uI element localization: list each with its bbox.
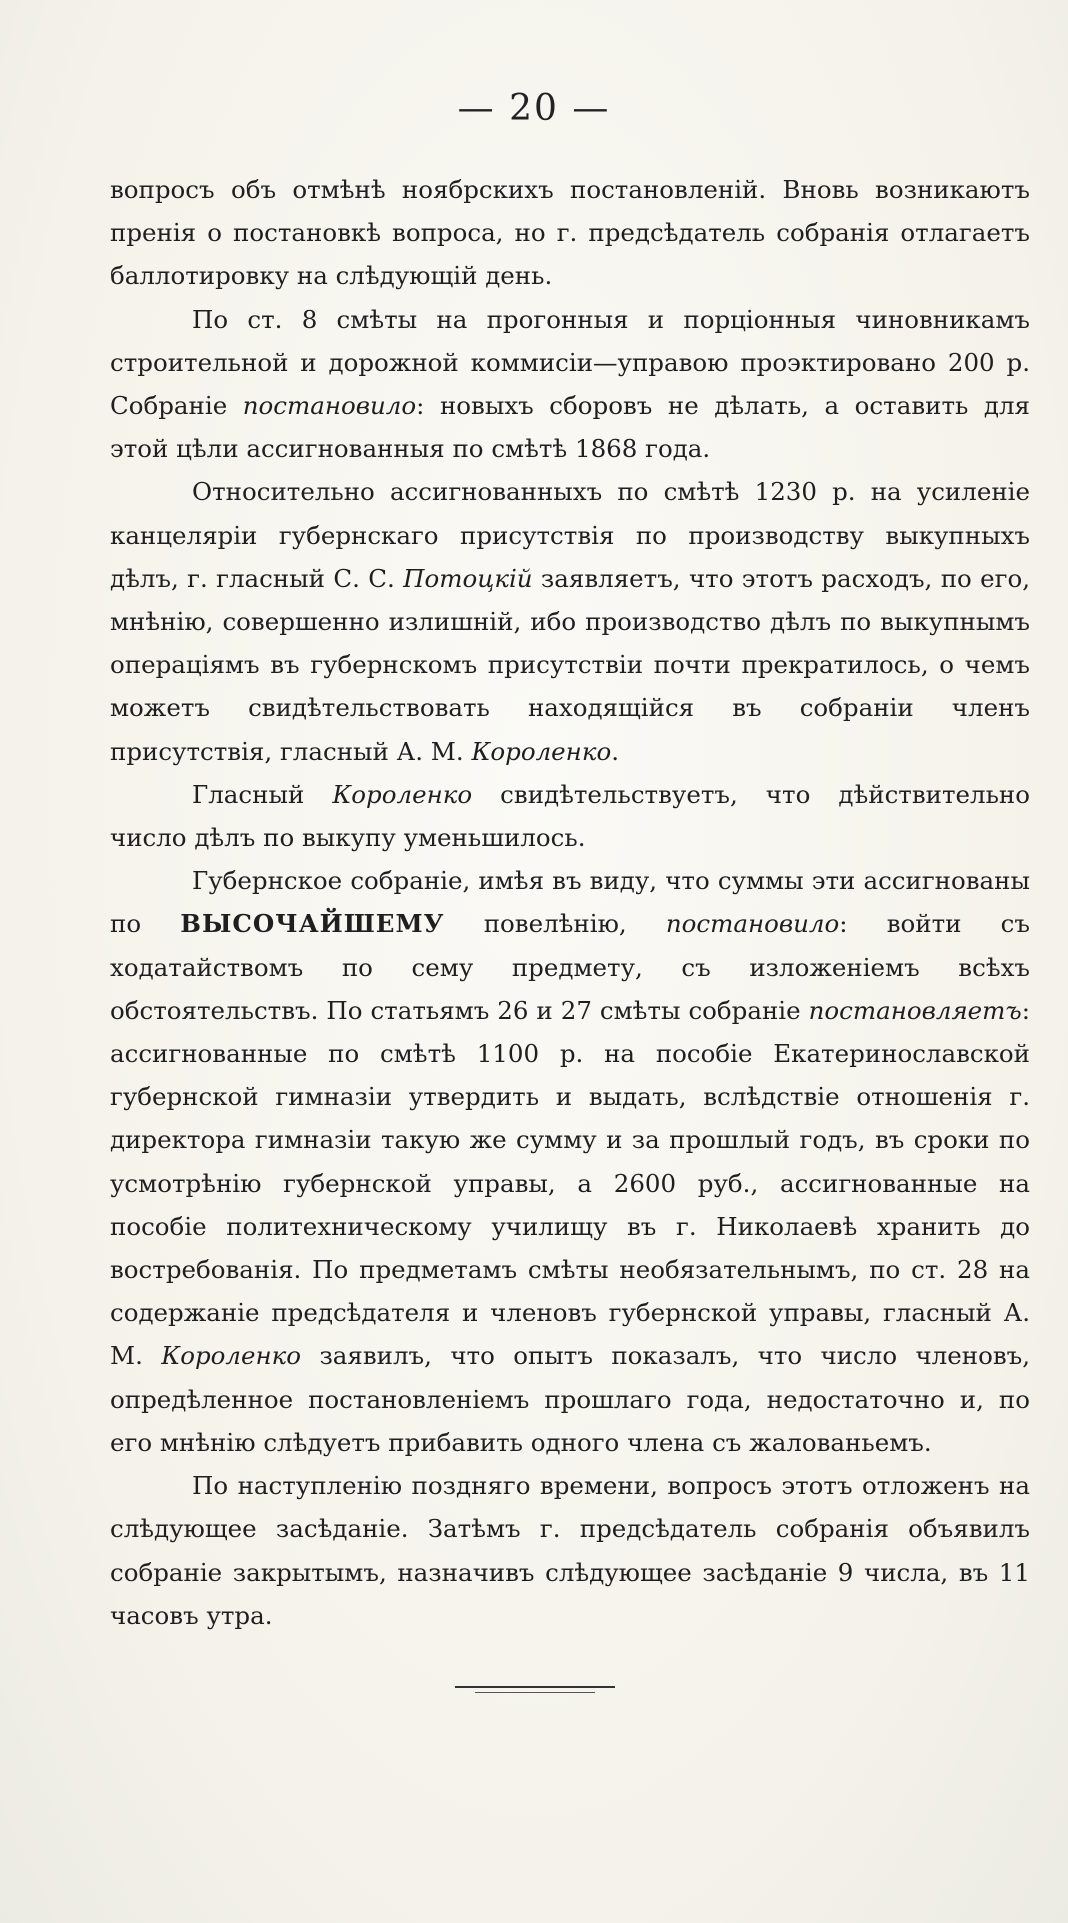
italic-text: Короленко (161, 1341, 302, 1371)
text-run: По наступленію поздняго времени, вопросъ этотъ отложенъ на слѣдующее засѣданіе. Затѣмъ г. предсѣдатель собранія объявилъ собраніе закрытымъ, назначивъ слѣдующее засѣданіе 9 числа, въ 11 часовъ утра. (110, 1471, 1030, 1630)
italic-text: Короленко (471, 736, 612, 766)
paragraph (110, 168, 1030, 298)
italic-text: Короленко (332, 779, 473, 809)
text-run: : войти съ ходатайствомъ по сему предмету, съ изложеніемъ всѣхъ обстоятельствъ. По статьямъ 26 и 27 смѣты собраніе (110, 909, 1030, 1025)
paragraph (110, 1464, 1030, 1637)
text-run: повелѣнію, (444, 909, 666, 939)
text-run: Относительно ассигнованныхъ по смѣтѣ 1230 р. на усиленіе канцеляріи губернскаго присутствія по производству выкупныхъ дѣлъ, г. гласный С. С. (110, 477, 1030, 593)
body-text (110, 168, 1030, 1637)
closing-rule-secondary (475, 1692, 595, 1693)
paragraph (110, 773, 1030, 859)
text-run: заявляетъ, что этотъ расходъ, по его, мнѣнію, совершенно излишній, ибо производство дѣлъ по выкупнымъ операціямъ въ губернскомъ присутствіи почти прекратилось, о чемъ можетъ свидѣтельствовать находящійся въ собраніи членъ присутствія, гласный А. М. (110, 563, 1030, 766)
text-run: вопросъ объ отмѣнѣ ноябрскихъ постановленій. Вновь возникаютъ пренія о постановкѣ вопроса, но г. предсѣдатель собранія отлагаетъ баллотировку на слѣдующій день. (110, 175, 1030, 291)
text-run: Губернское собраніе, имѣя въ виду, что суммы эти ассигнованы по (110, 866, 1030, 939)
paragraph (110, 859, 1030, 1464)
paragraph (110, 470, 1030, 772)
italic-text: Потоцкій (403, 563, 533, 593)
text-run: заявилъ, что опытъ показалъ, что число членовъ, опредѣленное постановленіемъ прошлаго года, недостаточно и, по его мнѣнію слѣдуетъ прибавить одного члена съ жалованьемъ. (110, 1341, 1030, 1457)
text-run: : ассигнованные по смѣтѣ 1100 р. на пособіе Екатеринославской губернской гимназіи утвердить и выдать, вслѣдствіе отношенія г. директора гимназіи такую же сумму и за прошлый годъ, въ сроки по усмотрѣнію губернской управы, а 2600 руб., ассигнованные на пособіе политехническому училищу въ г. Николаевѣ хранить до востребованія. По предметамъ смѣты необязательнымъ, по ст. 28 на содержаніе предсѣдателя и членовъ губернской управы, гласный А. М. (110, 995, 1030, 1371)
text-run: Гласный (192, 779, 333, 809)
text-run: : новыхъ сборовъ не дѣлать, а оставить для этой цѣли ассигнованныя по смѣтѣ 1868 года. (110, 391, 1030, 464)
italic-text: постановило (665, 909, 840, 939)
text-run: По ст. 8 смѣты на прогонныя и порціонныя чиновникамъ строительной и дорожной коммисіи—управою проэктировано 200 р. Собраніе (110, 304, 1030, 421)
emphasis-text: ВЫСОЧАЙШЕМУ (180, 909, 445, 939)
text-run: . (611, 736, 619, 766)
page-number: — 20 — (457, 88, 611, 129)
italic-text: постановило (242, 391, 417, 421)
closing-rule (455, 1686, 615, 1688)
italic-text: постановляетъ (808, 995, 1022, 1025)
text-run: свидѣтельствуетъ, что дѣйствительно число дѣлъ по выкупу уменьшилось. (110, 779, 1030, 853)
paragraph (110, 298, 1030, 471)
